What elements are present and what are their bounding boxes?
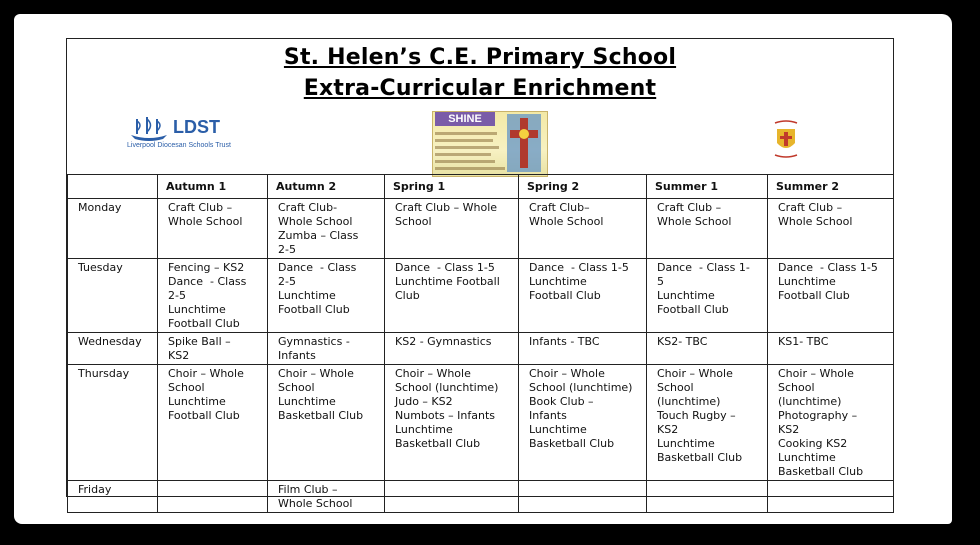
day-label: Tuesday [68, 259, 158, 333]
header-cell-summer-1: Summer 1 [647, 175, 768, 199]
header-cell-spring-1: Spring 1 [385, 175, 519, 199]
table-cell [519, 481, 647, 513]
day-label: Wednesday [68, 333, 158, 365]
school-crest-icon [767, 119, 805, 161]
table-cell: Dance - Class 1-5 Lunchtime Football Club [385, 259, 519, 333]
table-cell: Choir – Whole School Lunchtime Football Club [158, 365, 268, 481]
shine-logo [432, 111, 548, 177]
table-cell: Gymnastics - Infants [268, 333, 385, 365]
table-cell: Craft Club– Whole School [519, 199, 647, 259]
table-row [68, 365, 894, 481]
table-cell: KS2 - Gymnastics [385, 333, 519, 365]
table-cell: Craft Club – Whole School [158, 199, 268, 259]
enrichment-timetable [67, 174, 894, 513]
table-cell [385, 481, 519, 513]
table-cell: Choir – Whole School (lunchtime) Photography – KS2 Cooking KS2 Lunchtime Basketball Club [768, 365, 894, 481]
table-header-row [68, 175, 894, 199]
table-row [68, 481, 894, 513]
table-cell: Craft Club- Whole School Zumba – Class 2-5 [268, 199, 385, 259]
table-cell: Choir – Whole School (lunchtime) Book Club – Infants Lunchtime Basketball Club [519, 365, 647, 481]
table-cell: Fencing – KS2 Dance - Class 2-5 Lunchtime Football Club [158, 259, 268, 333]
ldst-logo-text: LDST [173, 117, 220, 137]
ldst-logo [127, 115, 247, 155]
header-cell-corner [68, 175, 158, 199]
day-label: Monday [68, 199, 158, 259]
header-cell-autumn-2: Autumn 2 [268, 175, 385, 199]
table-cell: Dance - Class 1- 5 Lunchtime Football Club [647, 259, 768, 333]
ldst-ship-icon [127, 115, 171, 141]
day-label: Friday [68, 481, 158, 513]
table-cell: Craft Club – Whole School [647, 199, 768, 259]
header-cell-summer-2: Summer 2 [768, 175, 894, 199]
document-sheet [66, 38, 894, 510]
table-cell [647, 481, 768, 513]
page-title: St. Helen’s C.E. Primary School [283, 45, 677, 70]
table-cell: Choir – Whole School Lunchtime Basketball Club [268, 365, 385, 481]
table-cell: Spike Ball – KS2 [158, 333, 268, 365]
table-cell: Dance - Class 1-5 Lunchtime Football Club [519, 259, 647, 333]
table-cell [768, 481, 894, 513]
shine-logo-title: SHINE [435, 112, 495, 126]
table-row [68, 259, 894, 333]
table-cell: Infants - TBC [519, 333, 647, 365]
table-cell: Craft Club – Whole School [385, 199, 519, 259]
header-cell-spring-2: Spring 2 [519, 175, 647, 199]
cross-icon [507, 114, 541, 172]
table-cell: Film Club – Whole School [268, 481, 385, 513]
ldst-logo-subtext: Liverpool Diocesan Schools Trust [127, 142, 231, 149]
table-cell: Dance - Class 1-5 Lunchtime Football Club [768, 259, 894, 333]
table-cell: Choir – Whole School (lunchtime) Judo – KS2 Numbots – Infants Lunchtime Basketball Club [385, 365, 519, 481]
day-label: Thursday [68, 365, 158, 481]
table-row [68, 333, 894, 365]
table-row [68, 199, 894, 259]
header-cell-autumn-1: Autumn 1 [158, 175, 268, 199]
table-cell: Dance - Class 2-5 Lunchtime Football Club [268, 259, 385, 333]
table-cell: Craft Club – Whole School [768, 199, 894, 259]
table-cell: KS1- TBC [768, 333, 894, 365]
table-cell: Choir – Whole School (lunchtime) Touch Rugby – KS2 Lunchtime Basketball Club [647, 365, 768, 481]
table-cell [158, 481, 268, 513]
table-cell: KS2- TBC [647, 333, 768, 365]
page-subtitle: Extra-Curricular Enrichment [303, 76, 657, 101]
